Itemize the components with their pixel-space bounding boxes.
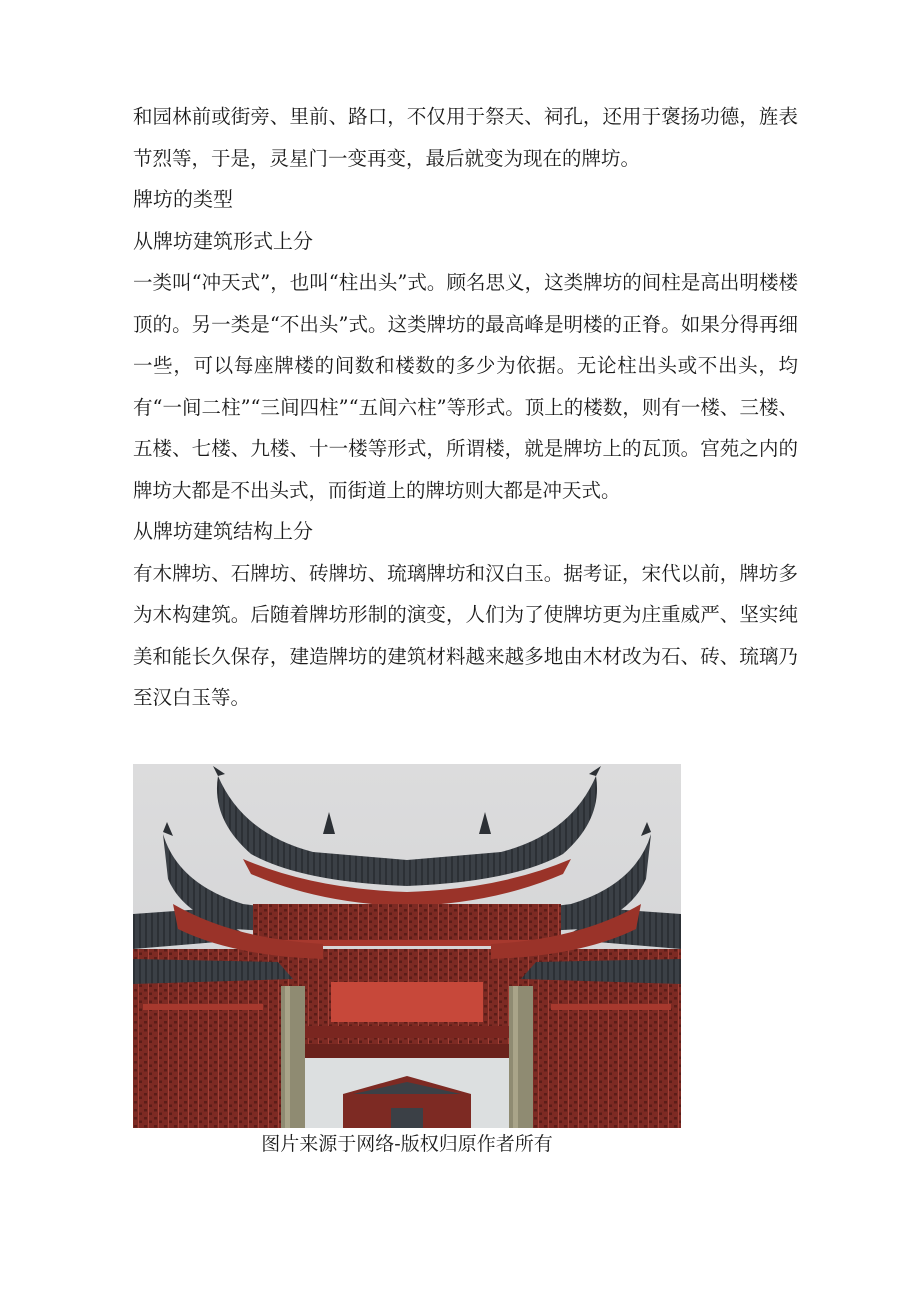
paragraph-origin: 和园林前或街旁、里前、路口，不仅用于祭天、祠孔，还用于褒扬功德，旌表节烈等，于是，灵星门一变再变，最后就变为现在的牌坊。: [133, 105, 798, 170]
section-heading-types: 牌坊的类型: [133, 187, 233, 211]
paifang-photo: [133, 764, 681, 1128]
subheading-by-form: 从牌坊建筑形式上分: [133, 228, 313, 253]
paragraph-by-structure: 有木牌坊、石牌坊、砖牌坊、琉璃牌坊和汉白玉。据考证，宋代以前，牌坊多为木构建筑。后随着牌坊形制的演变，人们为了使牌坊更为庄重威严、坚实纯美和能长久保存，建造牌坊的建筑材料越来越多地由木材改为石、砖、琉璃乃至汉白玉等。: [133, 561, 798, 709]
paragraph-by-form: 一类叫“冲天式”，也叫“柱出头”式。顾名思义，这类牌坊的间柱是高出明楼楼顶的。另一类是“不出头”式。这类牌坊的最高峰是明楼的正脊。如果分得再细一些，可以每座牌楼的间数和楼数的多少为依据。无论柱出头或不出头，均有“一间二柱”“三间四柱”“五间六柱”等形式。顶上的楼数，则有一楼、三楼、五楼、七楼、九楼、十一楼等形式，所谓楼，就是牌坊上的瓦顶。宫苑之内的牌坊大都是不出头式，而街道上的牌坊则大都是冲天式。: [133, 271, 798, 502]
subheading-by-structure: 从牌坊建筑结构上分: [133, 519, 313, 543]
document-body: [133, 96, 798, 719]
figure-caption: 图片来源于网络-版权归原作者所有: [261, 1133, 553, 1155]
paifang-illustration: [133, 764, 681, 1128]
